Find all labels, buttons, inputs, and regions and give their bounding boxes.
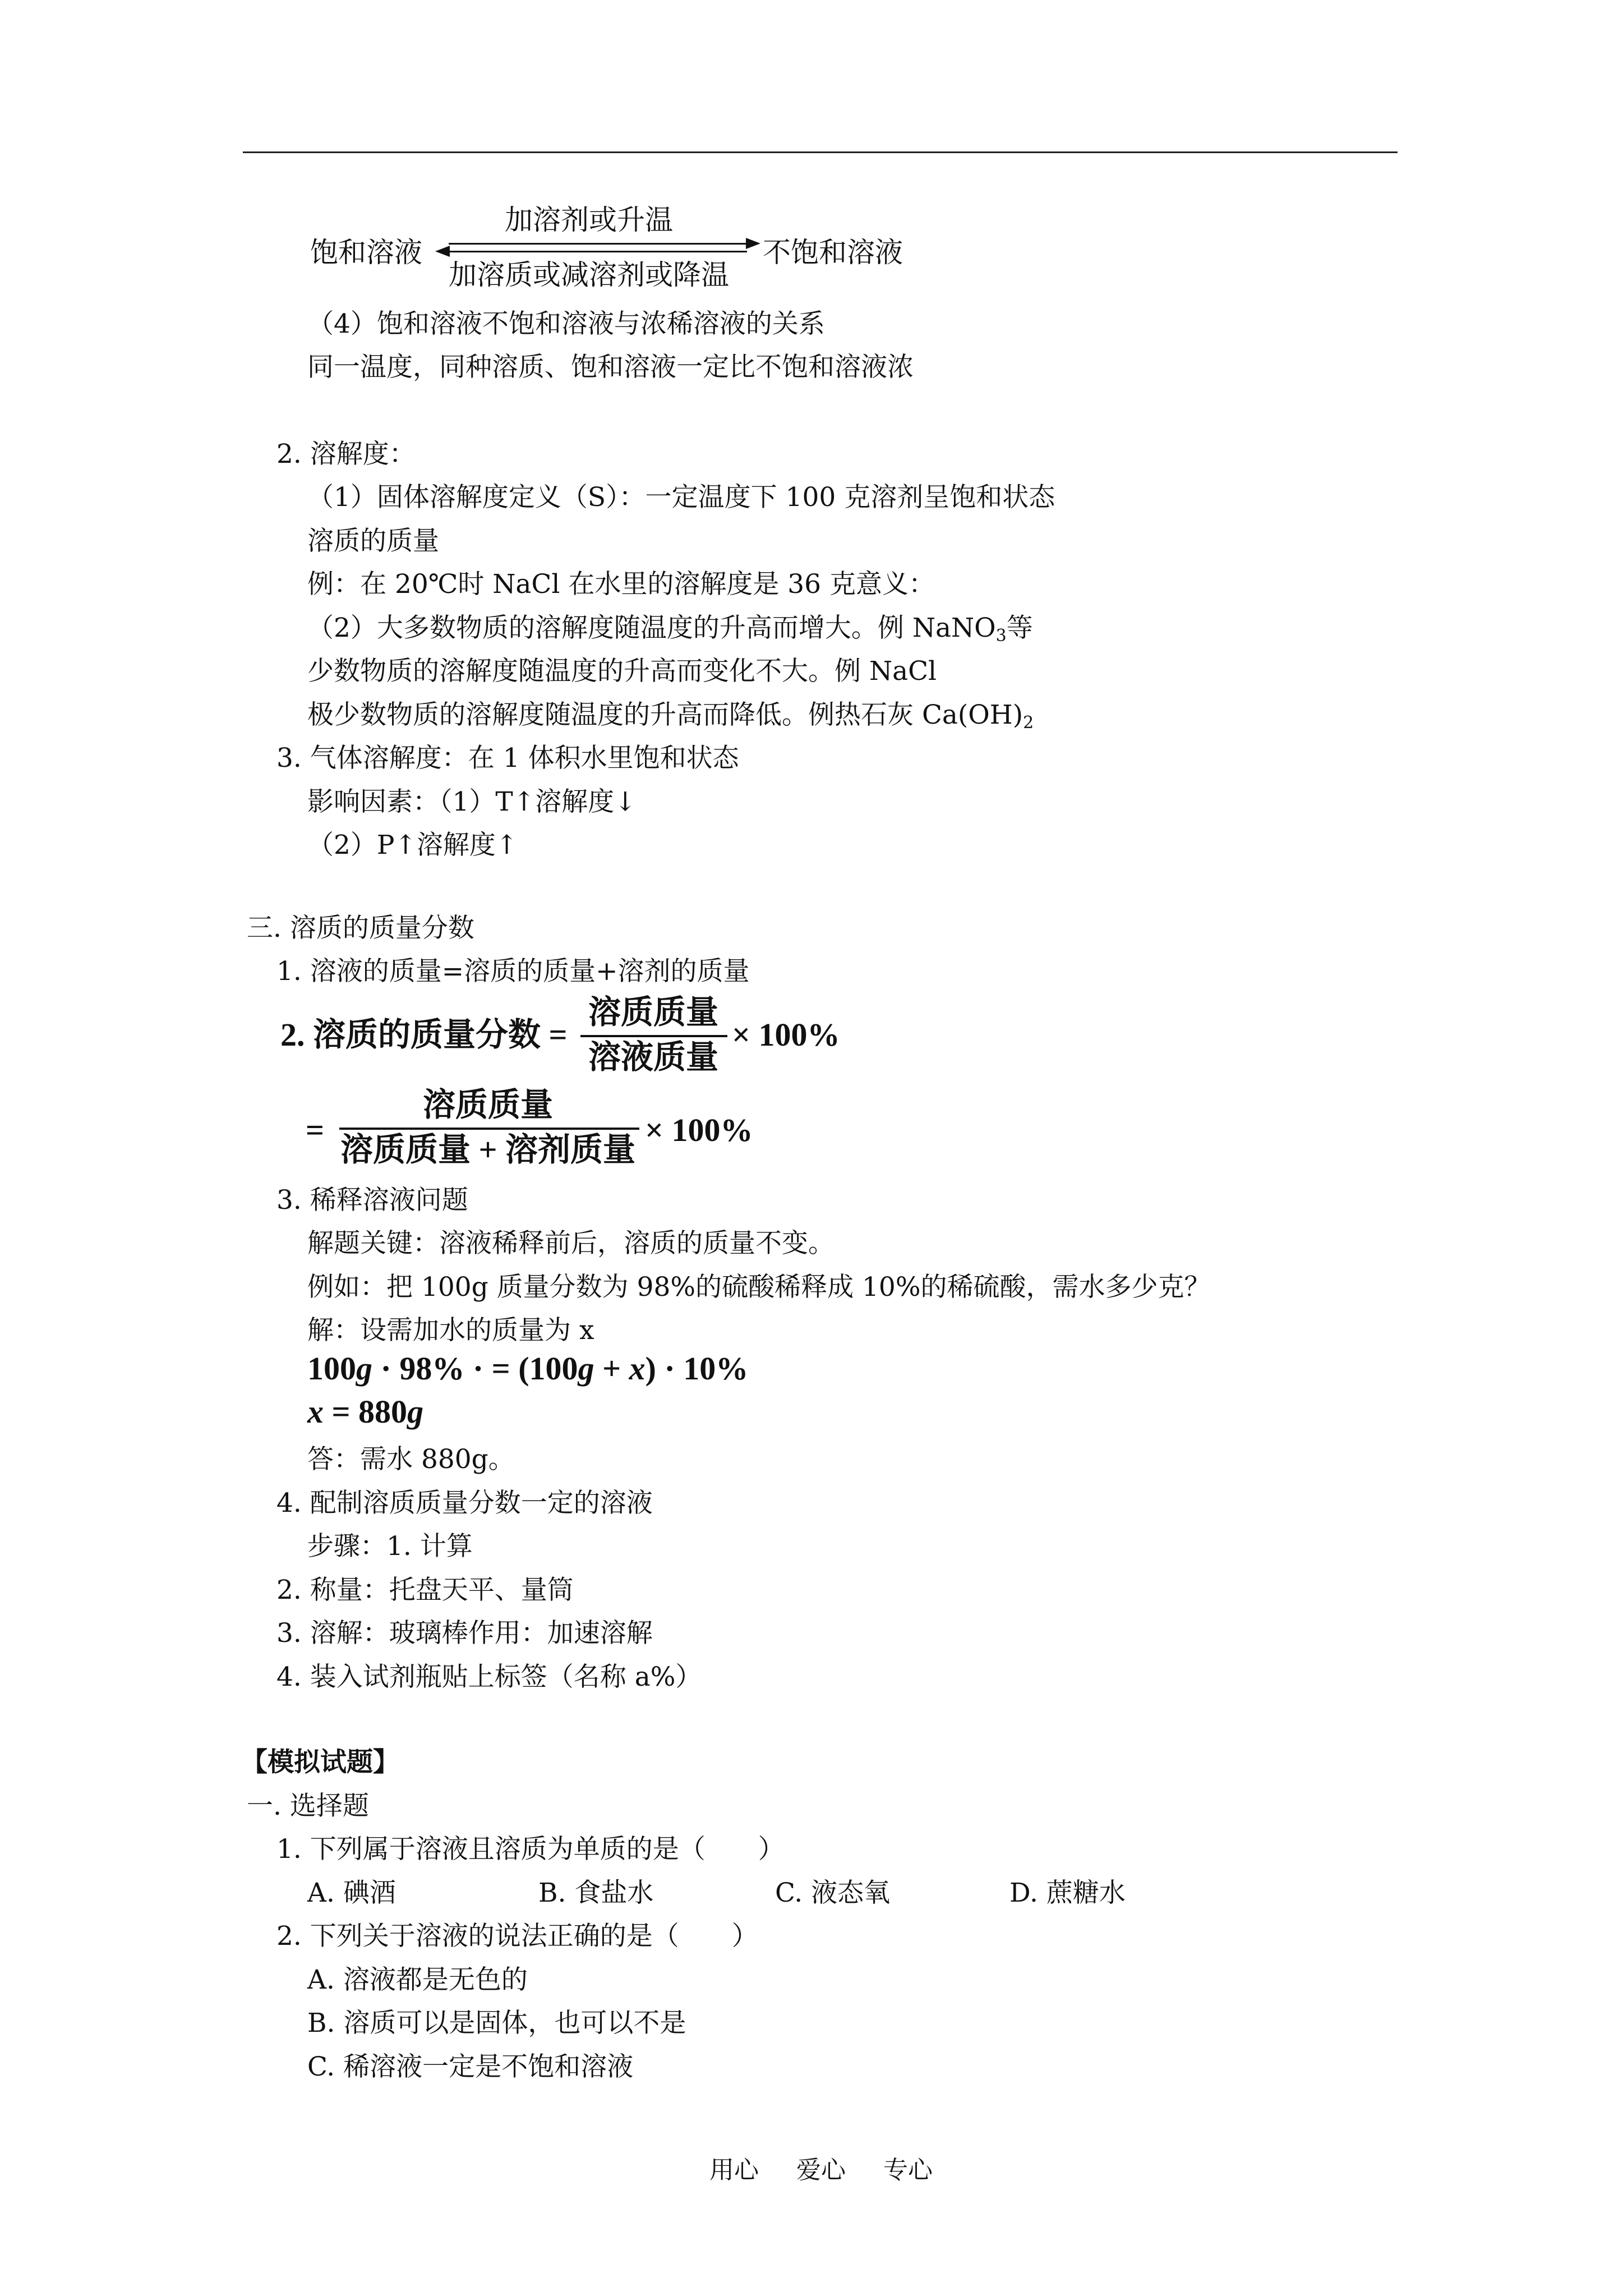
- text-line: 3. 溶解：玻璃棒作用：加速溶解: [276, 1618, 653, 1649]
- fraction-bar: [580, 1035, 727, 1037]
- q2-option-b: B. 溶质可以是固体，也可以不是: [307, 2008, 686, 2039]
- q2-option-c: C. 稀溶液一定是不饱和溶液: [307, 2051, 634, 2082]
- text-line: 解：设需加水的质量为 x: [307, 1315, 594, 1346]
- formula-lhs: 2. 溶质的质量分数 =: [280, 1016, 568, 1053]
- exam-heading: 【模拟试题】: [241, 1747, 399, 1778]
- formula-equals: =: [306, 1112, 325, 1148]
- question-1: 1. 下列属于溶液且溶质为单质的是（ ）: [276, 1834, 785, 1865]
- text-line: 同一温度，同种溶质、饱和溶液一定比不饱和溶液浓: [307, 352, 914, 383]
- q1-option-d: D. 蔗糖水: [1009, 1878, 1126, 1908]
- conversion-bottom-label: 加溶质或减溶剂或降温: [449, 259, 729, 291]
- q1-option-a: A. 碘酒: [307, 1878, 396, 1908]
- eq-var: g: [407, 1393, 424, 1430]
- formula-numerator: 溶质质量: [588, 994, 718, 1030]
- footer-text: 专心: [883, 2156, 933, 2184]
- text-line: 答：需水 880g。: [307, 1444, 515, 1475]
- q2-option-a: A. 溶液都是无色的: [307, 1964, 528, 1995]
- text-line: 解题关键：溶液稀释前后，溶质的质量不变。: [307, 1228, 834, 1259]
- formula-numerator: 溶质质量: [422, 1087, 553, 1123]
- backward-arrow: [450, 251, 747, 252]
- conversion-right-label: 不饱和溶液: [763, 236, 903, 269]
- section-heading: 4. 配制溶质质量分数一定的溶液: [276, 1488, 653, 1519]
- formula-tail: × 100%: [732, 1016, 840, 1053]
- text-line: 少数物质的溶解度随温度的升高而变化不大。例 NaCl: [307, 656, 937, 687]
- forward-arrow: [449, 243, 746, 245]
- eq-var: g: [578, 1350, 594, 1387]
- exam-section: 一. 选择题: [247, 1791, 369, 1821]
- q1-option-c: C. 液态氧: [775, 1878, 891, 1908]
- section-heading: 3. 稀释溶液问题: [276, 1185, 468, 1216]
- section-heading: 2. 溶解度：: [276, 439, 416, 470]
- subscript: 2: [1023, 713, 1034, 733]
- formula-denominator: 溶液质量: [588, 1039, 718, 1075]
- text-line: [307, 698, 1034, 740]
- text-line: 1. 溶液的质量=溶质的质量+溶剂的质量: [276, 956, 750, 987]
- dilution-solution: [307, 1392, 423, 1432]
- formula-tail: × 100%: [645, 1112, 753, 1148]
- section-heading: 3. 气体溶解度：在 1 体积水里饱和状态: [276, 743, 739, 774]
- text-line: 2. 称量：托盘天平、量筒: [276, 1575, 574, 1605]
- eq-part: ) · 10%: [645, 1350, 749, 1387]
- conversion-left-label: 饱和溶液: [310, 236, 422, 269]
- conversion-top-label: 加溶剂或升温: [505, 204, 673, 236]
- text-line: 影响因素：（1）T↑溶解度↓: [307, 786, 637, 817]
- text-line: （2）P↑溶解度↑: [307, 830, 518, 861]
- eq-part: +: [594, 1350, 629, 1387]
- header-rule: [243, 151, 1398, 153]
- text-segment: （2）大多数物质的溶解度随温度的升高而增大。例 NaNO: [307, 613, 996, 643]
- footer-text: 用心: [709, 2156, 759, 2184]
- text-segment: 极少数物质的溶解度随温度的升高而降低。例热石灰 Ca(OH): [307, 700, 1023, 730]
- footer-text: 爱心: [796, 2156, 846, 2184]
- subscript: 3: [995, 626, 1007, 646]
- text-line: 溶质的质量: [307, 526, 439, 556]
- text-line: [307, 611, 1033, 653]
- formula-denominator: 溶质质量 + 溶剂质量: [340, 1131, 636, 1168]
- section-heading: 三. 溶质的质量分数: [247, 913, 474, 944]
- eq-part: = 880: [324, 1393, 408, 1430]
- text-line: 例：在 20℃时 NaCl 在水里的溶解度是 36 克意义：: [307, 569, 935, 600]
- eq-var: x: [629, 1350, 645, 1387]
- eq-var: x: [307, 1393, 324, 1430]
- backward-arrow-head: [435, 246, 450, 257]
- eq-part: · 98% · = (100: [372, 1350, 578, 1387]
- text-line: （1）固体溶解度定义（S）：一定温度下 100 克溶剂呈饱和状态: [307, 482, 1055, 513]
- text-line: （4）饱和溶液不饱和溶液与浓稀溶液的关系: [307, 309, 825, 339]
- text-line: 步骤：1. 计算: [307, 1531, 473, 1562]
- q1-option-b: B. 食盐水: [538, 1878, 654, 1908]
- dilution-equation: [307, 1349, 748, 1388]
- text-segment: 等: [1006, 613, 1033, 643]
- forward-arrow-head: [746, 238, 760, 249]
- question-2: 2. 下列关于溶液的说法正确的是（ ）: [276, 1921, 758, 1952]
- text-line: 例如：把 100g 质量分数为 98%的硫酸稀释成 10%的稀硫酸，需水多少克？: [307, 1272, 1211, 1303]
- eq-var: g: [356, 1350, 372, 1387]
- text-line: 4. 装入试剂瓶贴上标签（名称 a%）: [276, 1662, 702, 1692]
- eq-part: 100: [307, 1350, 356, 1387]
- fraction-bar: [339, 1128, 639, 1130]
